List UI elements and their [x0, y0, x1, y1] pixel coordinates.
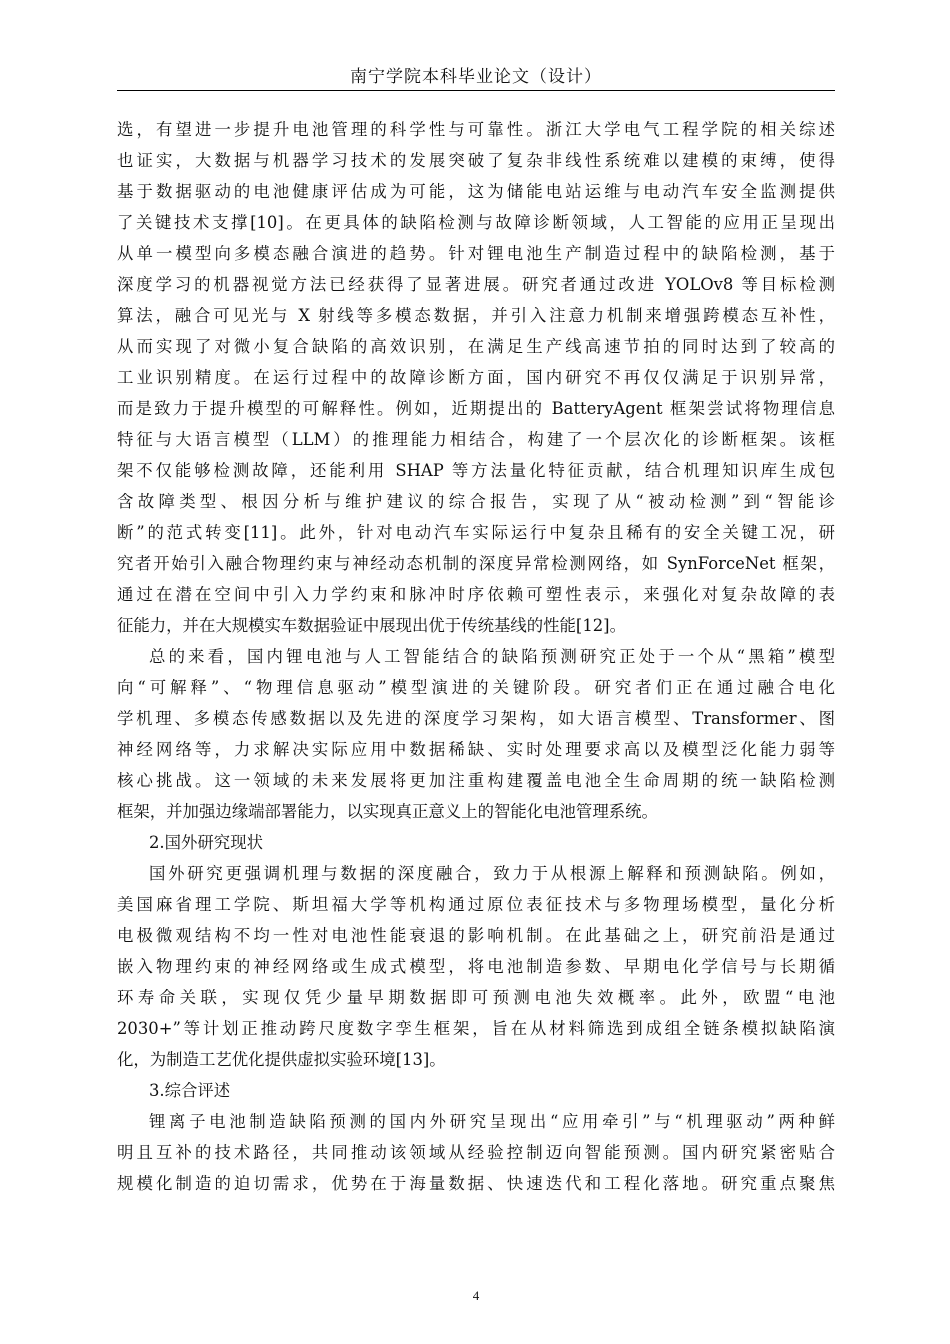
- paragraph-first-line: 国外研究更强调机理与数据的深度融合，致力于从根源上解释和预测缺陷。例如，: [149, 864, 835, 883]
- paragraph-first-line: 锂离子电池制造缺陷预测的国内外研究呈现出“应用牵引”与“机理驱动”两种鲜: [149, 1112, 835, 1131]
- text-line: 通过在潜在空间中引入力学约束和脉冲时序依赖可塑性表示，来强化对复杂故障的表: [117, 585, 835, 604]
- text-line: 也证实，大数据与机器学习技术的发展突破了复杂非线性系统难以建模的束缚，使得: [117, 151, 835, 170]
- text-line: 断”的范式转变[11]。此外，针对电动汽车实际运行中复杂且稀有的安全关键工况，研: [117, 523, 835, 542]
- text-line: 架不仅能够检测故障，还能利用 SHAP 等方法量化特征贡献，结合机理知识库生成包: [117, 461, 835, 480]
- text-line: 嵌入物理约束的神经网络或生成式模型，将电池制造参数、早期电化学信号与长期循: [117, 957, 835, 976]
- text-line: 从单一模型向多模态融合演进的趋势。针对锂电池生产制造过程中的缺陷检测，基于: [117, 244, 835, 263]
- paragraph-first-line: 总的来看，国内锂电池与人工智能结合的缺陷预测研究正处于一个从“黑箱”模型: [149, 647, 835, 666]
- text-line: 从而实现了对微小复合缺陷的高效识别，在满足生产线高速节拍的同时达到了较高的: [117, 337, 835, 356]
- text-line: 电极微观结构不均一性对电池性能衰退的影响机制。在此基础之上，研究前沿是通过: [117, 926, 835, 945]
- text-line: 特征与大语言模型（LLM）的推理能力相结合，构建了一个层次化的诊断框架。该框: [117, 430, 835, 449]
- section-heading: 3.综合评述: [149, 1081, 231, 1100]
- text-line: 含故障类型、根因分析与维护建议的综合报告，实现了从“被动检测”到“智能诊: [117, 492, 835, 511]
- text-line: 了关键技术支撑[10]。在更具体的缺陷检测与故障诊断领域，人工智能的应用正呈现出: [117, 213, 835, 232]
- text-line: 深度学习的机器视觉方法已经获得了显著进展。研究者通过改进 YOLOv8 等目标检测: [117, 275, 835, 294]
- header-divider: [117, 90, 835, 91]
- text-line: 2030+”等计划正推动跨尺度数字孪生框架，旨在从材料筛选到成组全链条模拟缺陷演: [117, 1019, 835, 1038]
- text-line: 学机理、多模态传感数据以及先进的深度学习架构，如大语言模型、Transformer、图: [117, 709, 835, 728]
- text-line: 基于数据驱动的电池健康评估成为可能，这为储能电站运维与电动汽车安全监测提供: [117, 182, 835, 201]
- text-line: 框架，并加强边缘端部署能力，以实现真正意义上的智能化电池管理系统。: [117, 802, 658, 821]
- text-line: 征能力，并在大规模实车数据验证中展现出优于传统基线的性能[12]。: [117, 616, 626, 635]
- running-header: 南宁学院本科毕业论文（设计）: [350, 67, 602, 87]
- text-line: 神经网络等，力求解决实际应用中数据稀缺、实时处理要求高以及模型泛化能力弱等: [117, 740, 835, 759]
- text-line: 化，为制造工艺优化提供虚拟实验环境[13]。: [117, 1050, 446, 1069]
- section-heading: 2.国外研究现状: [149, 833, 263, 852]
- text-line: 明且互补的技术路径，共同推动该领域从经验控制迈向智能预测。国内研究紧密贴合: [117, 1143, 835, 1162]
- text-line: 究者开始引入融合物理约束与神经动态机制的深度异常检测网络，如 SynForceNet 框架，: [117, 554, 835, 573]
- text-line: 环寿命关联，实现仅凭少量早期数据即可预测电池失效概率。此外，欧盟“电池: [117, 988, 835, 1007]
- text-line: 规模化制造的迫切需求，优势在于海量数据、快速迭代和工程化落地。研究重点聚焦: [117, 1174, 835, 1193]
- text-line: 美国麻省理工学院、斯坦福大学等机构通过原位表征技术与多物理场模型，量化分析: [117, 895, 835, 914]
- text-line: 核心挑战。这一领域的未来发展将更加注重构建覆盖电池全生命周期的统一缺陷检测: [117, 771, 835, 790]
- text-line: 工业识别精度。在运行过程中的故障诊断方面，国内研究不再仅仅满足于识别异常，: [117, 368, 835, 387]
- text-line: 而是致力于提升模型的可解释性。例如，近期提出的 BatteryAgent 框架尝试将物理信息: [117, 399, 835, 418]
- body-text: [117, 114, 835, 1199]
- text-line: 选，有望进一步提升电池管理的科学性与可靠性。浙江大学电气工程学院的相关综述: [117, 120, 835, 139]
- page-number: 4: [472, 1288, 480, 1303]
- text-line: 向“可解释”、“物理信息驱动”模型演进的关键阶段。研究者们正在通过融合电化: [117, 678, 835, 697]
- text-line: 算法，融合可见光与 X 射线等多模态数据，并引入注意力机制来增强跨模态互补性，: [117, 306, 835, 325]
